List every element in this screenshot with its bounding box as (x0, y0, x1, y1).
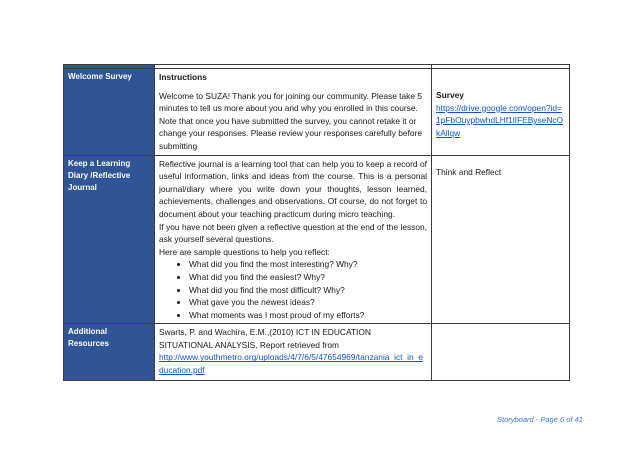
list-item: • What did you find the most difficult? Why? (189, 284, 427, 297)
welcome-text: Welcome to SUZA! Thank you for joining our community. Please take 5 minutes to tell us more about you and why you enrolled in this course. Note that once you have submitted the survey, you cannot retake it or change your responses. Please review your responses carefully before submitting (159, 90, 423, 151)
row-label-learning-diary: Keep a Learning Diary /Reflective Journal (64, 155, 155, 324)
storyboard-table (63, 64, 570, 381)
think-and-reflect-cell (432, 155, 570, 324)
questions-intro: Here are sample questions to help you reflect: (159, 246, 330, 257)
empty-cell (432, 324, 570, 381)
reflective-journal-content (155, 155, 432, 324)
table-row (64, 155, 570, 324)
row-label-additional-resources: Additional Resources (64, 324, 155, 381)
survey-title: Survey (436, 90, 464, 100)
instructions-heading: Instructions (159, 72, 207, 82)
journal-description: Reflective journal is a learning tool that can help you to keep a record of useful information, links and ideas from the course. This is a personal journal/diary where you write down your thoughts, lesson learned, achievements, challenges and observations. Of course, do not forget to document about your teaching practicum during micro teaching. (159, 158, 427, 219)
list-item: • What did you find the most interesting? Why? (189, 258, 427, 271)
page-footer: Storyboard - Page 6 of 41 (497, 415, 583, 424)
reflection-questions-list (159, 258, 427, 321)
resources-content (155, 324, 432, 381)
survey-link[interactable]: https://drive.google.com/open?id=1pFbOuypbwhdLHf1lIFEByseNcOkAllqw (436, 102, 564, 138)
journal-instruction: If you have not been given a reflective question at the end of the lesson, ask yourself several questions. (159, 221, 427, 245)
list-item: • What moments was I most proud of my efforts? (189, 309, 427, 322)
welcome-survey-content (155, 69, 432, 156)
row-label-welcome-survey: Welcome Survey (64, 69, 155, 156)
list-item: • What gave you the newest ideas? (189, 296, 427, 309)
table-row (64, 324, 570, 381)
citation-text: Swarts, P. and Wachira, E.M.,(2010) ICT IN EDUCATION SITUATIONAL ANALYSIS, Report retrieved from (159, 327, 371, 350)
survey-cell (432, 69, 570, 156)
table-row (64, 69, 570, 156)
resource-link[interactable]: http://www.youthmetro.org/uploads/4/7/6/5/47654969/tanzania_ict_in_education.pdf (159, 352, 423, 376)
think-and-reflect-text: Think and Reflect (436, 166, 502, 177)
list-item: • What did you find the easiest? Why? (189, 271, 427, 284)
